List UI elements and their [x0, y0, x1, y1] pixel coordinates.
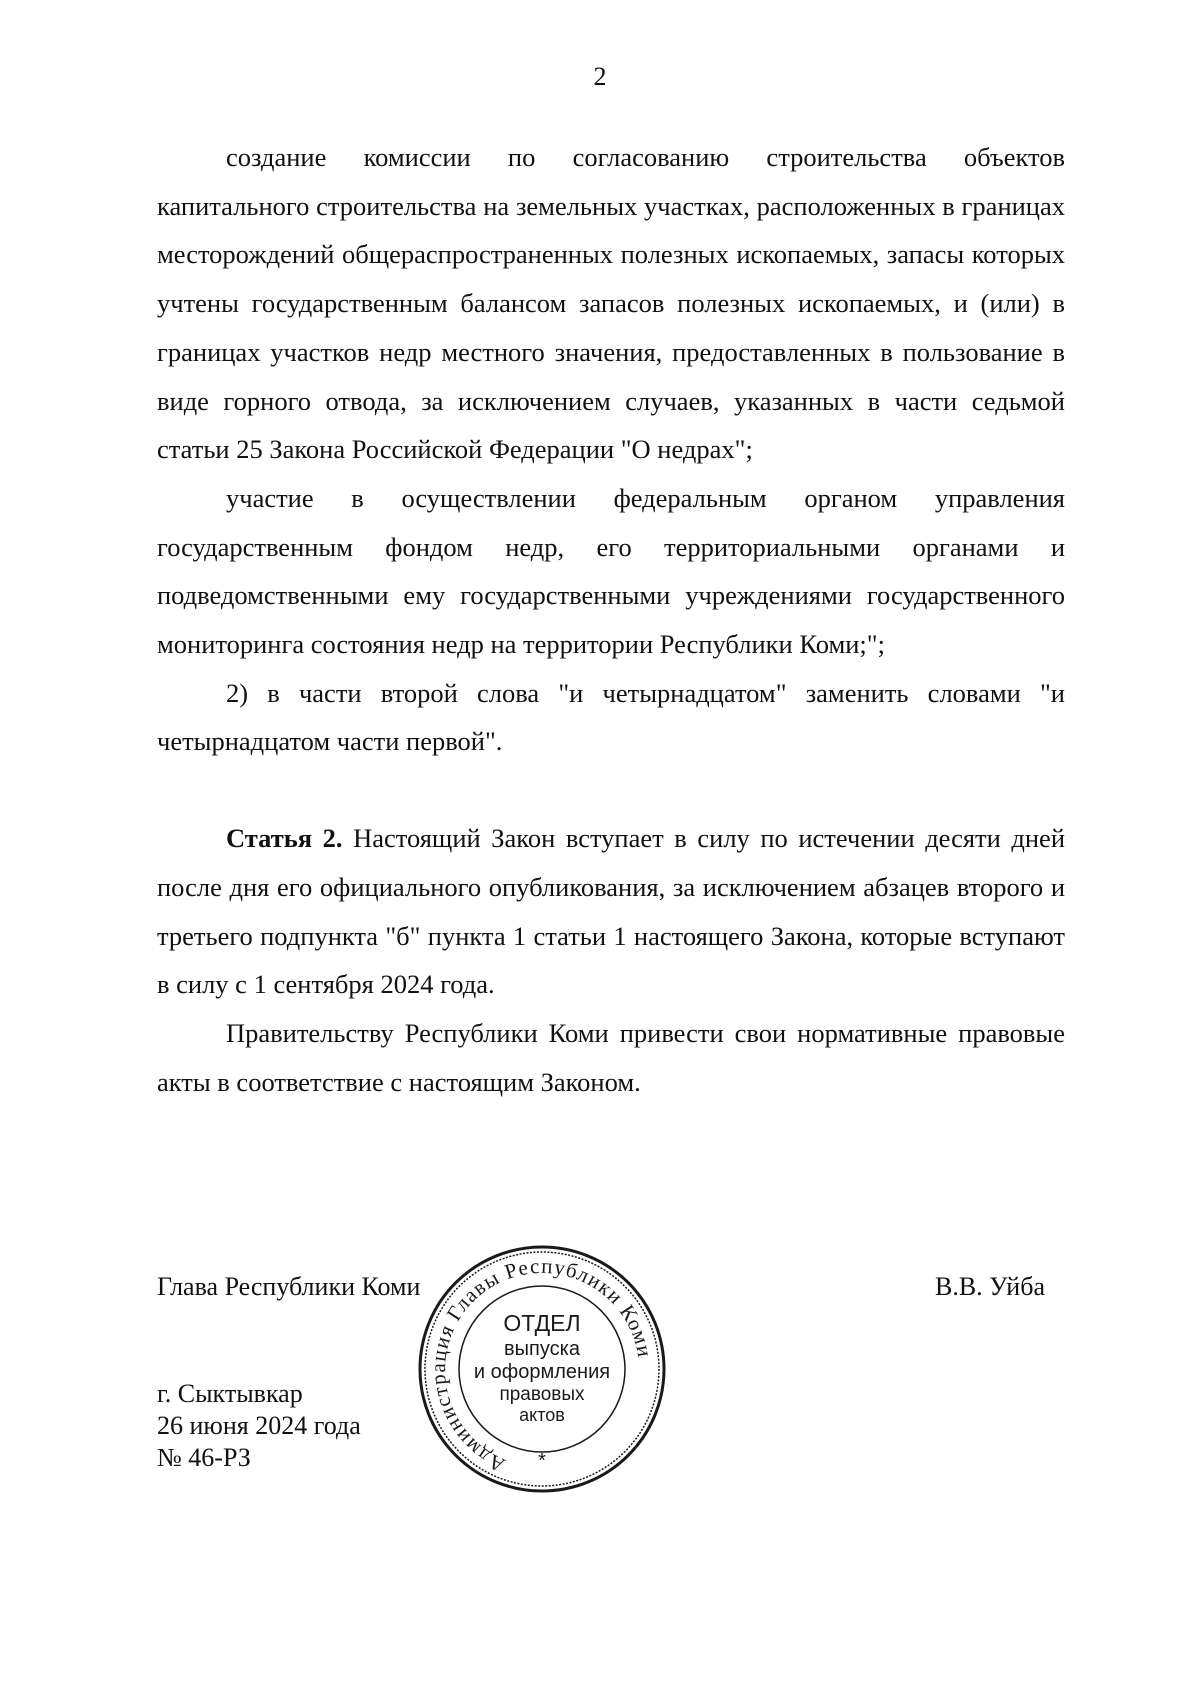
- stamp-line-2: выпуска: [504, 1338, 580, 1360]
- article-2-text: Настоящий Закон вступает в силу по истечении десяти дней после дня его официального опубликования, за исключением абзацев второго и третьего подпункта "б" пункта 1 статьи 1 настоящего Закона, которые вступают в силу с 1 сентября 2024 года.: [157, 823, 1065, 1000]
- stamp-star: *: [538, 1450, 546, 1472]
- stamp-line-3: и оформления: [473, 1361, 611, 1383]
- signatory-title: Глава Республики Коми: [157, 1272, 421, 1301]
- page-number: 2: [593, 62, 607, 91]
- stamp-line-4: правовых: [499, 1384, 585, 1405]
- document-meta: [157, 1378, 361, 1474]
- paragraph-government: Правительству Республики Коми привести свои нормативные правовые акты в соответствие с настоящим Законом.: [157, 1017, 1065, 1097]
- document-body: [157, 133, 1065, 1106]
- article-2-heading: Статья 2.: [226, 823, 343, 854]
- stamp-line-5: актов: [519, 1405, 565, 1425]
- stamp-ring-text: Администрация Главы Республики Коми: [425, 1253, 658, 1478]
- stamp-line-1: ОТДЕЛ: [503, 1310, 581, 1336]
- paragraph-monitoring: участие в осуществлении федеральным органом управления государственным фондом недр, его территориальными органами и подведомственными ему государственными учреждениями государственного мониторинга состояния недр на территории Республики Коми;";: [157, 482, 1065, 660]
- paragraph-amendment: 2) в части второй слова "и четырнадцатом" заменить словами "и четырнадцатом части первой".: [157, 677, 1065, 757]
- city: г. Сыктывкар: [157, 1379, 303, 1408]
- article-2-paragraph: [157, 814, 1065, 1009]
- paragraph-commission: создание комиссии по согласованию строительства объектов капитального строительства на земельных участках, расположенных в границах месторождений общераспространенных полезных ископаемых, запасы которых учтены государственным балансом запасов полезных ископаемых, и (или) в границах участков недр местного значения, предоставленных в пользование в виде горного отвода, за исключением случаев, указанных в части седьмой статьи 25 Закона Российской Федерации "О недрах";: [157, 142, 1065, 465]
- law-number: № 46-РЗ: [157, 1443, 251, 1472]
- signatory-name: В.В. Уйба: [935, 1272, 1045, 1301]
- official-stamp: [417, 1245, 667, 1493]
- law-date: 26 июня 2024 года: [157, 1411, 361, 1440]
